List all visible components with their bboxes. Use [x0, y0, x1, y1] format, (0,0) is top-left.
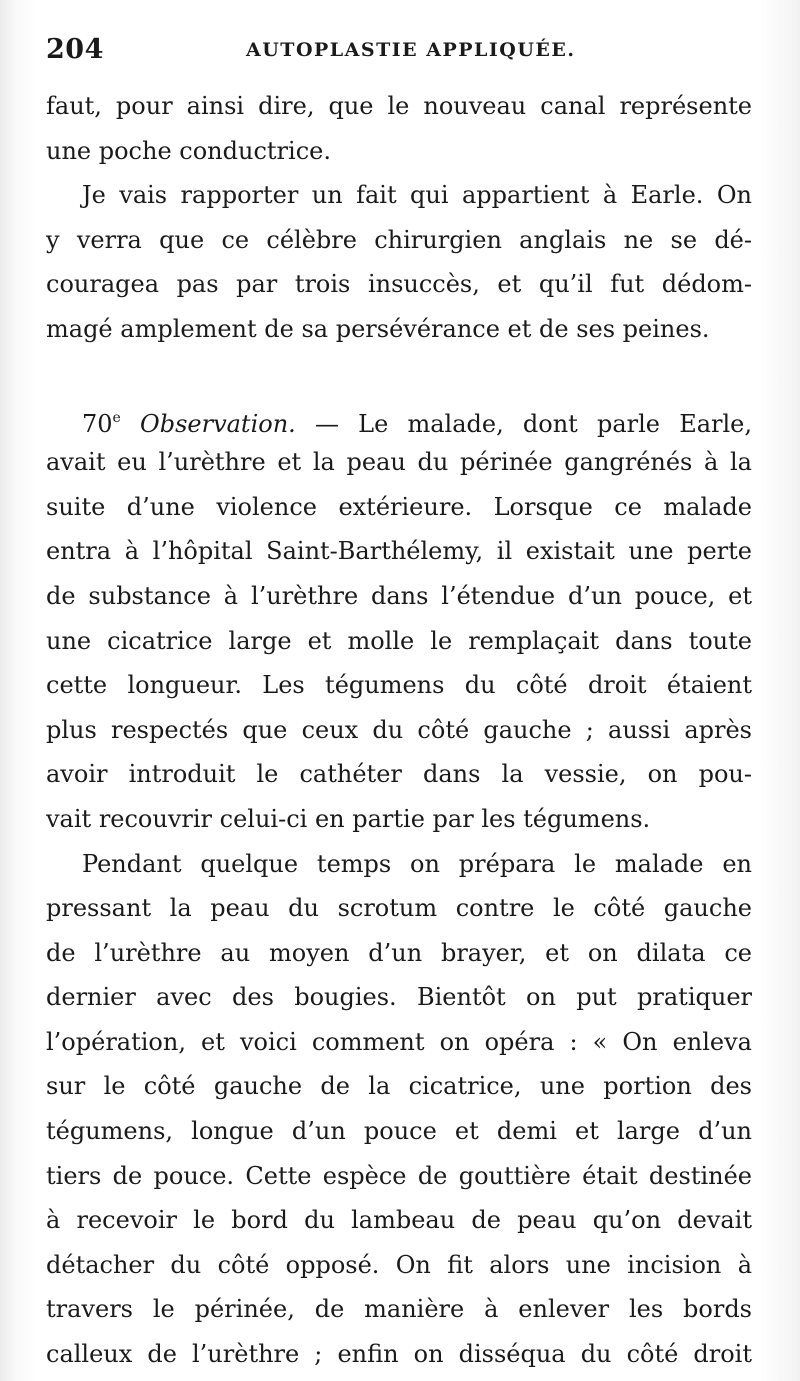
- paragraph-gap: [46, 352, 752, 396]
- running-head: AUTOPLASTIE APPLIQUÉE.: [246, 39, 576, 61]
- text-line: y verra que ce célèbre chirurgien anglais ne se dé-: [46, 225, 752, 254]
- text-line: calleux de l’urèthre ; enfin on disséqua du côté droit: [46, 1340, 752, 1369]
- observation-title: Observation.: [140, 409, 296, 438]
- text-line: entra à l’hôpital Saint-Barthélemy, il existait une perte: [46, 537, 752, 566]
- text-line: de substance à l’urèthre dans l’étendue d’un pouce, et: [46, 581, 752, 610]
- text-line: une cicatrice large et molle le remplaçait dans toute: [46, 626, 752, 655]
- text-line: avoir introduit le cathéter dans la vessie, on pou-: [46, 760, 752, 789]
- text-line: à recevoir le bord du lambeau de peau qu’on devait: [46, 1206, 752, 1235]
- text-line: faut, pour ainsi dire, que le nouveau canal représente: [46, 92, 752, 120]
- text-line: détacher du côté opposé. On fit alors une incision à: [46, 1250, 752, 1279]
- text-line: vait recouvrir celui-ci en partie par les tégumens.: [46, 804, 651, 833]
- text-line: plus respectés que ceux du côté gauche ; aussi après: [46, 715, 752, 744]
- body-text: [46, 84, 752, 1377]
- text-line: avait eu l’urèthre et la peau du périnée gangrénés à la: [46, 448, 752, 477]
- observation-text: — Le malade, dont parle Earle,: [314, 409, 752, 438]
- text-line: suite d’une violence extérieure. Lorsque ce malade: [46, 492, 752, 521]
- text-line: Pendant quelque temps on prépara le malade en: [82, 849, 752, 878]
- observation-heading-line: [46, 396, 752, 441]
- text-line: magé amplement de sa persévérance et de ses peines.: [46, 314, 710, 343]
- text-line: tégumens, longue d’un pouce et demi et large d’un: [46, 1117, 752, 1146]
- text-line: une poche conductrice.: [46, 136, 331, 165]
- page-number: 204: [46, 34, 104, 65]
- text-line: de l’urèthre au moyen d’un brayer, et on dilata ce: [46, 938, 752, 967]
- text-line: tiers de pouce. Cette espèce de gouttière était destinée: [46, 1161, 752, 1190]
- text-line: pressant la peau du scrotum contre le côté gauche: [46, 894, 752, 923]
- text-line: dernier avec des bougies. Bientôt on put pratiquer: [46, 983, 752, 1012]
- text-line: couragea pas par trois insuccès, et qu’il fut dédom-: [46, 270, 752, 299]
- text-line: travers le périnée, de manière à enlever les bords: [46, 1295, 752, 1324]
- page-header: [46, 34, 756, 70]
- observation-number: 70: [82, 409, 113, 438]
- observation-superscript: e: [112, 409, 121, 426]
- text-line: l’opération, et voici comment on opéra : « On enleva: [46, 1027, 752, 1056]
- text-line: Je vais rapporter un fait qui appartient à Earle. On: [82, 181, 752, 210]
- text-line: cette longueur. Les tégumens du côté droit étaient: [46, 671, 752, 700]
- text-line: sur le côté gauche de la cicatrice, une portion des: [46, 1072, 752, 1101]
